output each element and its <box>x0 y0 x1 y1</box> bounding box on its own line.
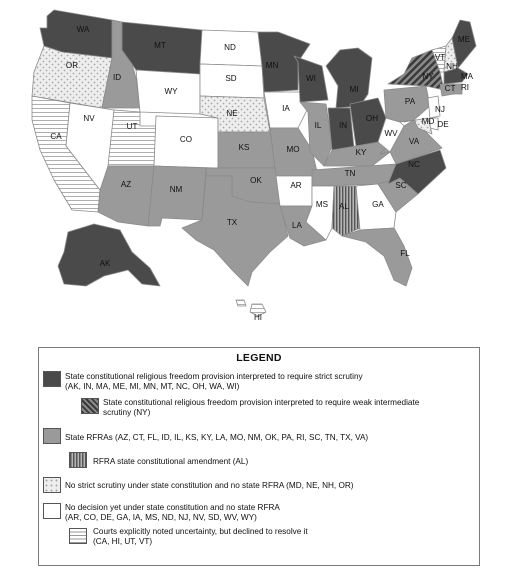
legend-uncertain-line1: Courts explicitly noted uncertainty, but declined to resolve it <box>93 527 308 536</box>
state-label-MN: MN <box>265 61 279 70</box>
state-label-MT: MT <box>154 41 166 50</box>
state-label-MS: MS <box>315 200 329 209</box>
state-label-MD: MD <box>421 117 435 126</box>
state-label-ND: ND <box>224 43 236 52</box>
state-label-WI: WI <box>306 74 316 83</box>
state-AL <box>332 186 360 236</box>
state-label-AR: AR <box>290 181 302 190</box>
state-label-AL: AL <box>339 202 349 211</box>
state-label-MI: MI <box>349 85 359 94</box>
state-label-VT: VT <box>434 53 446 62</box>
state-UT <box>108 110 156 166</box>
swatch-nodecision <box>43 503 61 519</box>
state-label-LA: LA <box>292 221 302 230</box>
legend-amend-line1: RFRA state constitutional amendment (AL) <box>93 457 249 466</box>
legend-nostrict-text <box>65 481 353 491</box>
state-label-PA: PA <box>404 97 416 106</box>
state-label-NH: NH <box>446 62 458 71</box>
state-label-OR: OR <box>65 61 79 70</box>
swatch-rfra <box>43 428 61 444</box>
state-label-IN: IN <box>338 121 348 130</box>
legend-weak-text <box>103 398 419 418</box>
state-label-CO: CO <box>179 135 193 144</box>
state-label-MA: MA <box>460 72 474 81</box>
legend-weak-line1: State constitutional religious freedom provision interpreted to require weak intermediate <box>103 398 420 407</box>
state-label-GA: GA <box>372 200 384 209</box>
legend-amend-text <box>93 457 248 467</box>
state-AZ <box>98 166 154 226</box>
legend-strict-text <box>65 372 363 392</box>
legend-weak-line2: scrutiny (NY) <box>103 408 151 417</box>
legend-nodecision-line2: (AR, CO, DE, GA, IA, MS, ND, NJ, NV, SD, WV, WY) <box>65 513 257 522</box>
state-label-MO: MO <box>286 145 300 154</box>
legend-rfra-text <box>65 433 368 443</box>
state-label-SD: SD <box>225 74 237 83</box>
state-label-CT: CT <box>444 84 456 93</box>
legend-rfra-line1: State RFRAs (AZ, CT, FL, ID, IL, KS, KY, LA, MO, NM, OK, PA, RI, SC, TN, TX, VA) <box>65 433 369 442</box>
state-label-NY: NY <box>422 72 434 81</box>
swatch-amend <box>69 452 87 468</box>
state-label-ID: ID <box>112 73 122 82</box>
legend-uncertain-line2: (CA, HI, UT, VT) <box>93 537 153 546</box>
state-label-AZ: AZ <box>120 180 132 189</box>
swatch-weak <box>81 398 99 414</box>
state-label-DE: DE <box>437 120 449 129</box>
state-MI <box>326 48 372 108</box>
state-label-CA: CA <box>50 132 62 141</box>
swatch-strict <box>43 371 61 387</box>
state-label-ME: ME <box>457 35 471 44</box>
state-label-NM: NM <box>169 185 183 194</box>
state-label-TX: TX <box>226 218 238 227</box>
state-label-KY: KY <box>355 148 367 157</box>
legend <box>38 347 480 566</box>
swatch-nostrict <box>43 477 61 493</box>
state-label-AK: AK <box>99 259 111 268</box>
state-label-FL: FL <box>400 249 410 258</box>
state-label-WV: WV <box>384 129 398 138</box>
state-label-NE: NE <box>226 109 238 118</box>
state-label-TN: TN <box>344 169 356 178</box>
legend-strict-line2: (AK, IN, MA, ME, MI, MN, MT, NC, OH, WA, WI) <box>65 382 240 391</box>
state-label-RI: RI <box>460 83 470 92</box>
state-label-NC: NC <box>408 160 420 169</box>
state-label-VA: VA <box>408 137 420 146</box>
state-label-IA: IA <box>282 104 290 113</box>
state-label-WA: WA <box>76 25 90 34</box>
state-label-SC: SC <box>395 181 407 190</box>
legend-nostrict-line1: No strict scrutiny under state constitution and no state RFRA (MD, NE, NH, OR) <box>65 481 354 490</box>
state-label-UT: UT <box>126 122 138 131</box>
legend-title: LEGEND <box>236 352 282 364</box>
legend-uncertain-text <box>93 527 308 547</box>
legend-nodecision-line1: No decision yet under state constitution and no state RFRA <box>65 503 280 512</box>
legend-strict-line1: State constitutional religious freedom provision interpreted to require strict scrutiny <box>65 372 363 381</box>
state-label-OH: OH <box>365 114 379 123</box>
swatch-uncertain <box>69 528 87 544</box>
state-AK <box>58 224 160 286</box>
state-label-WY: WY <box>164 87 178 96</box>
state-label-OK: OK <box>250 176 262 185</box>
state-NM <box>148 166 206 226</box>
state-label-IL: IL <box>314 121 322 130</box>
legend-nodecision-text <box>65 503 280 523</box>
state-label-HI: HI <box>253 313 263 322</box>
state-label-NV: NV <box>83 114 95 123</box>
state-label-KS: KS <box>238 143 250 152</box>
state-label-NJ: NJ <box>435 105 445 114</box>
